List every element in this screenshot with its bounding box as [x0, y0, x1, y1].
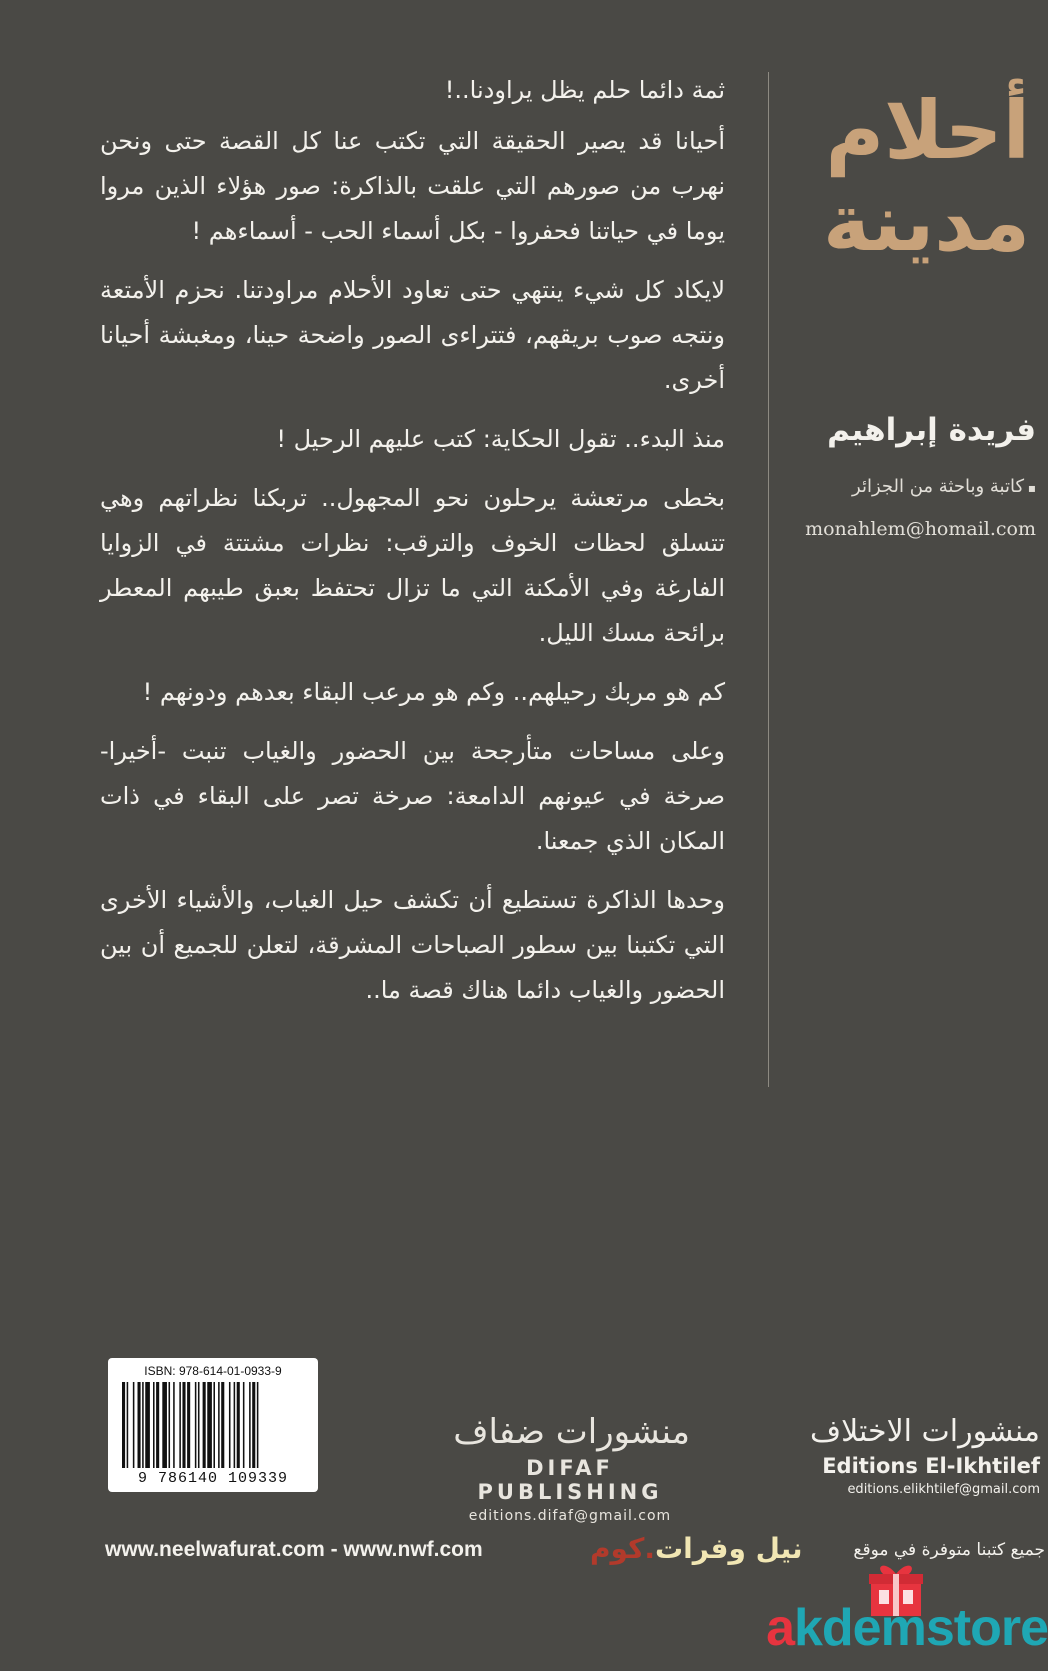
author-description: ▪ كاتبة وباحثة من الجزائر [852, 476, 1036, 497]
blurb-paragraph: ثمة دائما حلم يظل يراودنا..! [444, 76, 725, 104]
barcode-bars [120, 1382, 306, 1470]
watermark-suffix: kdemstore [794, 1599, 1048, 1657]
author-email: monahlem@homail.com [805, 518, 1036, 540]
blurb-paragraph: وعلى مساحات متأرجحة بين الحضور والغياب تنبت -أخيرا- صرخة في عيونهم الدامعة: صرخة تصر على البقاء في ذات المكان الذي جمعنا. [100, 737, 725, 855]
nwf-brand-suffix: .كوم [590, 1532, 655, 1565]
nwf-brand-name: نيل وفرات [655, 1532, 803, 1565]
column-divider [768, 72, 769, 1087]
blurb-paragraph: منذ البدء.. تقول الحكاية: كتب عليهم الرحيل ! [276, 425, 725, 453]
blurb-paragraph: لايكاد كل شيء ينتهي حتى تعاود الأحلام مراودتنا. نحزم الأمتعة ونتجه صوب بريقهم، فتتراءى الصور واضحة حينا، ومغبشة أحيانا أخرى. [100, 276, 725, 394]
watermark-brand [766, 1598, 1048, 1658]
isbn-digits: 9 786140 109339 [137, 1470, 289, 1487]
ikhtilef-english-name: Editions El-Ikhtilef [822, 1454, 1040, 1478]
blurb-text [100, 68, 725, 1027]
book-title [823, 85, 1030, 269]
availability-text: جميع كتبنا متوفرة في موقع [853, 1540, 1045, 1560]
nwf-brand-logo [590, 1532, 803, 1565]
websites-text: www.neelwafurat.com - www.nwf.com [105, 1538, 483, 1561]
blurb-paragraph: أحيانا قد يصير الحقيقة التي تكتب عنا كل القصة حتى ونحن نهرب من صورهم التي علقت بالذاكرة: صور هؤلاء الذين مروا يوما في حياتنا فحفروا - بكل أسماء الحب - أسماءهم ! [100, 127, 725, 245]
blurb-paragraph: بخطى مرتعشة يرحلون نحو المجهول.. تربكنا نظراتهم وهي تتسلق لحظات الخوف والترقب: نظرات مشتتة في الزوايا الفارغة وفي الأمكنة التي ما تزال تحتفظ بعبق طيبهم المعطر برائحة مسك الليل. [100, 484, 725, 647]
watermark-prefix: a [766, 1599, 794, 1657]
blurb-paragraph: وحدها الذاكرة تستطيع أن تكشف حيل الغياب، والأشياء الأخرى التي تكتبنا بين سطور الصباحات المشرقة، لتعلن للجميع أن بين الحضور والغياب دائما هناك قصة ما.. [100, 886, 725, 1004]
ikhtilef-email: editions.elikhtilef@gmail.com [847, 1482, 1040, 1497]
author-name: فريدة إبراهيم [827, 412, 1036, 448]
title-line-2: مدينة [823, 176, 1030, 269]
blurb-paragraph: كم هو مربك رحيلهم.. وكم هو مرعب البقاء بعدهم ودونهم ! [142, 678, 725, 706]
title-line-1: أحلام [825, 84, 1030, 177]
difaf-english-name: DIFAF PUBLISHING [477, 1456, 663, 1504]
isbn-barcode [108, 1358, 318, 1492]
publisher-difaf [450, 1412, 690, 1524]
publisher-ikhtilef [790, 1412, 1040, 1497]
ikhtilef-arabic-name: منشورات الاختلاف [809, 1414, 1040, 1449]
difaf-email: editions.difaf@gmail.com [468, 1508, 672, 1524]
isbn-label: ISBN: 978-614-01-0933-9 [144, 1364, 282, 1378]
difaf-arabic-name: منشورات ضفاف [453, 1412, 690, 1452]
